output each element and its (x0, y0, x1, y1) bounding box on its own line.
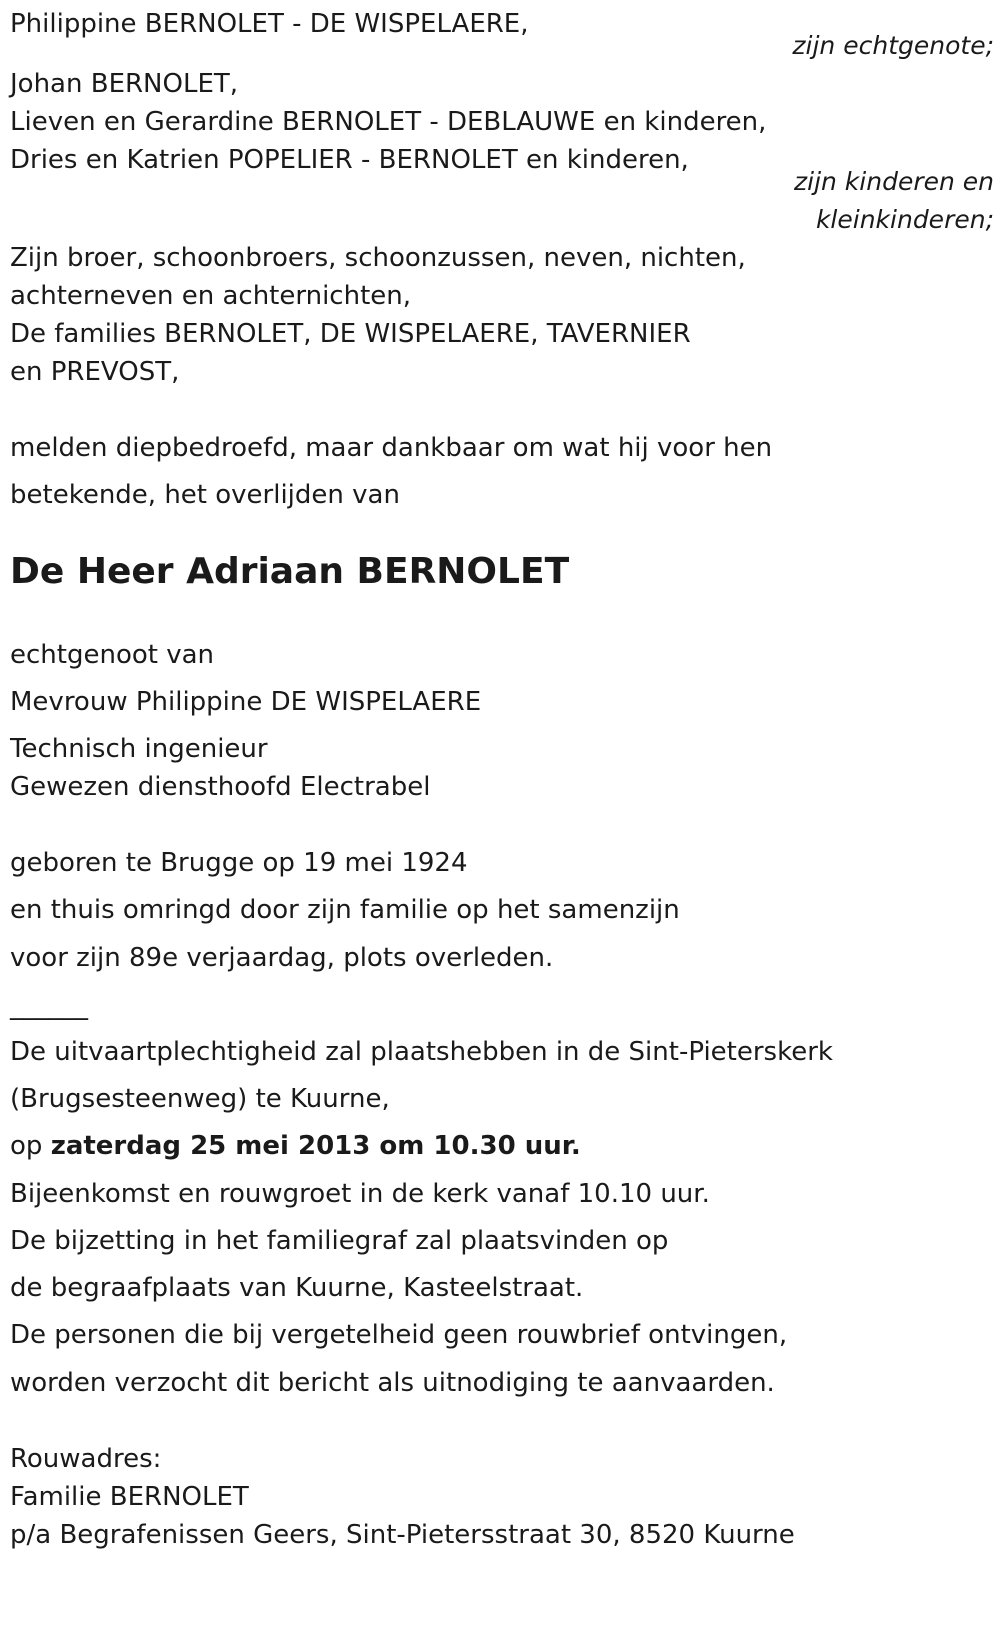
ceremony-date-bold: zaterdag 25 mei 2013 om 10.30 uur. (50, 1131, 581, 1161)
address-family: Familie BERNOLET (10, 1482, 249, 1512)
relatives-line-2: achterneven en achternichten, (10, 281, 412, 311)
notice-line-2: worden verzocht dit bericht als uitnodiging te aanvaarden. (10, 1368, 775, 1398)
birth-info: geboren te Brugge op 19 mei 1924 (10, 848, 468, 878)
announcement-line-2: betekende, het overlijden van (10, 480, 400, 510)
separator: ______ (10, 991, 88, 1021)
ceremony-line-1: De uitvaartplechtigheid zal plaatshebben in de Sint-Pieterskerk (10, 1037, 833, 1067)
death-info-line-2: voor zijn 89e verjaardag, plots overleden. (10, 943, 554, 973)
death-info-line-1: en thuis omringd door zijn familie op het samenzijn (10, 895, 680, 925)
deceased-name: De Heer Adriaan BERNOLET (10, 551, 570, 592)
ceremony-date-prefix: op (10, 1131, 51, 1161)
profession: Technisch ingenieur (10, 734, 268, 764)
relatives-line-3: De families BERNOLET, DE WISPELAERE, TAVERNIER (10, 319, 691, 349)
gathering-info: Bijeenkomst en rouwgroet in de kerk vanaf 10.10 uur. (10, 1179, 710, 1209)
child-1: Johan BERNOLET, (10, 69, 239, 99)
children-role-line2: kleinkinderen; (815, 205, 994, 234)
deceased-spouse-name: Mevrouw Philippine DE WISPELAERE (10, 687, 482, 717)
relatives-line-1: Zijn broer, schoonbroers, schoonzussen, neven, nichten, (10, 243, 746, 273)
child-2: Lieven en Gerardine BERNOLET - DEBLAUWE en kinderen, (10, 107, 767, 137)
address-label: Rouwadres: (10, 1444, 162, 1474)
address-street: p/a Begrafenissen Geers, Sint-Pietersstraat 30, 8520 Kuurne (10, 1520, 795, 1550)
child-3: Dries en Katrien POPELIER - BERNOLET en kinderen, (10, 145, 689, 175)
spouse-role: zijn echtgenote; (792, 31, 994, 60)
ceremony-line-2: (Brugsesteenweg) te Kuurne, (10, 1084, 390, 1114)
relatives-line-4: en PREVOST, (10, 357, 180, 387)
former-role: Gewezen diensthoofd Electrabel (10, 772, 431, 802)
spouse-intro: echtgenoot van (10, 640, 215, 670)
burial-line-1: De bijzetting in het familiegraf zal plaatsvinden op (10, 1226, 669, 1256)
notice-line-1: De personen die bij vergetelheid geen rouwbrief ontvingen, (10, 1320, 788, 1350)
children-role-line1: zijn kinderen en (794, 167, 994, 196)
burial-line-2: de begraafplaats van Kuurne, Kasteelstraat. (10, 1273, 584, 1303)
ceremony-date (10, 1130, 581, 1162)
announcement-line-1: melden diepbedroefd, maar dankbaar om wat hij voor hen (10, 433, 773, 463)
spouse-name: Philippine BERNOLET - DE WISPELAERE, (10, 9, 529, 39)
